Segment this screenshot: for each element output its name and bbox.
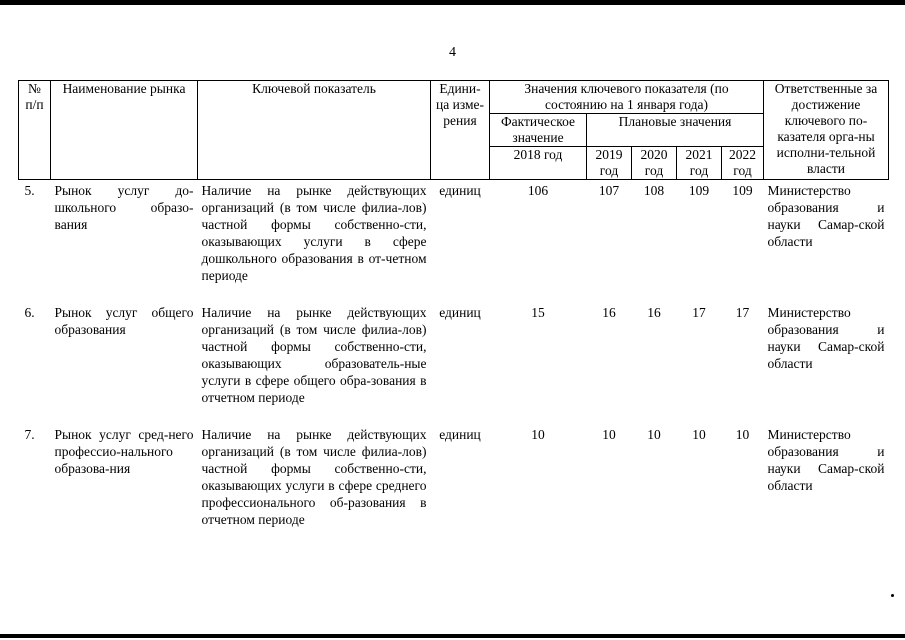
- header-year-2018: 2018 год: [490, 147, 587, 180]
- row-responsible: Министерство образования и науки Самар-ской области: [767, 183, 885, 249]
- row-num: 6.: [24, 305, 35, 320]
- row-value-2021: 10: [692, 427, 706, 442]
- indicator-table: [18, 80, 889, 528]
- page-number: 4: [449, 45, 456, 60]
- header-num: № п/п: [19, 81, 51, 180]
- row-value-2018: 15: [531, 305, 545, 320]
- row-value-2018: 106: [527, 183, 549, 198]
- row-num: 7.: [24, 427, 35, 442]
- row-value-2018: 10: [531, 427, 545, 442]
- table-row: [19, 180, 889, 285]
- row-spacer: [19, 284, 889, 302]
- row-market: Рынок услуг общего образования: [54, 305, 194, 337]
- bottom-border-rule: [0, 634, 905, 638]
- row-value-2019: 10: [602, 427, 616, 442]
- header-year-2022: 2022 год: [722, 147, 764, 180]
- row-value-2020: 108: [643, 183, 665, 198]
- row-value-2019: 107: [598, 183, 620, 198]
- header-planned: Плановые значения: [587, 114, 764, 147]
- row-spacer: [19, 406, 889, 424]
- row-market: Рынок услуг до-школьного образо-вания: [54, 183, 194, 232]
- row-value-2020: 10: [647, 427, 661, 442]
- top-border-rule: [0, 0, 905, 5]
- row-num: 5.: [24, 183, 35, 198]
- table-header: [19, 81, 889, 180]
- row-value-2022: 109: [732, 183, 753, 198]
- row-indicator: Наличие на рынке действующих организаций (в том числе филиа-лов) частной формы собственно-сти, оказывающих услуги в сфере среднего профессионального об-разования в отчетном периоде: [201, 427, 427, 527]
- row-unit: единиц: [439, 305, 481, 320]
- header-market: Наименование рынка: [51, 81, 198, 180]
- row-unit: единиц: [439, 427, 481, 442]
- row-value-2022: 10: [735, 427, 750, 442]
- header-year-2020: 2020 год: [632, 147, 677, 180]
- row-indicator: Наличие на рынке действующих организаций (в том числе филиа-лов) частной формы собственно-сти, оказывающих образователь-ные услуги в сфере общего обра-зования в отчетном периоде: [201, 305, 427, 405]
- header-responsible: Ответственные за достижение ключевого по-казателя орга-ны исполни-тельной власти: [764, 81, 889, 180]
- header-values: Значения ключевого показателя (по состоянию на 1 января года): [490, 81, 764, 114]
- row-value-2022: 17: [735, 305, 750, 320]
- row-value-2020: 16: [647, 305, 661, 320]
- header-indicator: Ключевой показатель: [198, 81, 431, 180]
- row-unit: единиц: [439, 183, 481, 198]
- header-year-2021: 2021 год: [677, 147, 722, 180]
- table-row: [19, 302, 889, 406]
- header-actual: Фактическое значение: [490, 114, 587, 147]
- row-value-2019: 16: [602, 305, 616, 320]
- header-year-2019: 2019 год: [587, 147, 632, 180]
- row-market: Рынок услуг сред-него профессио-нального образова-ния: [54, 427, 194, 476]
- row-indicator: Наличие на рынке действующих организаций (в том числе филиа-лов) частной формы собственно-сти, оказывающих услуги в сфере дошкольного образования в от-четном периоде: [201, 183, 427, 283]
- scan-speck: [891, 594, 894, 597]
- row-responsible: Министерство образования и науки Самар-ской области: [767, 427, 885, 493]
- header-unit: Едини-ца изме-рения: [431, 81, 490, 180]
- row-value-2021: 17: [692, 305, 706, 320]
- row-value-2021: 109: [688, 183, 710, 198]
- table-row: [19, 424, 889, 528]
- row-responsible: Министерство образования и науки Самар-ской области: [767, 305, 885, 371]
